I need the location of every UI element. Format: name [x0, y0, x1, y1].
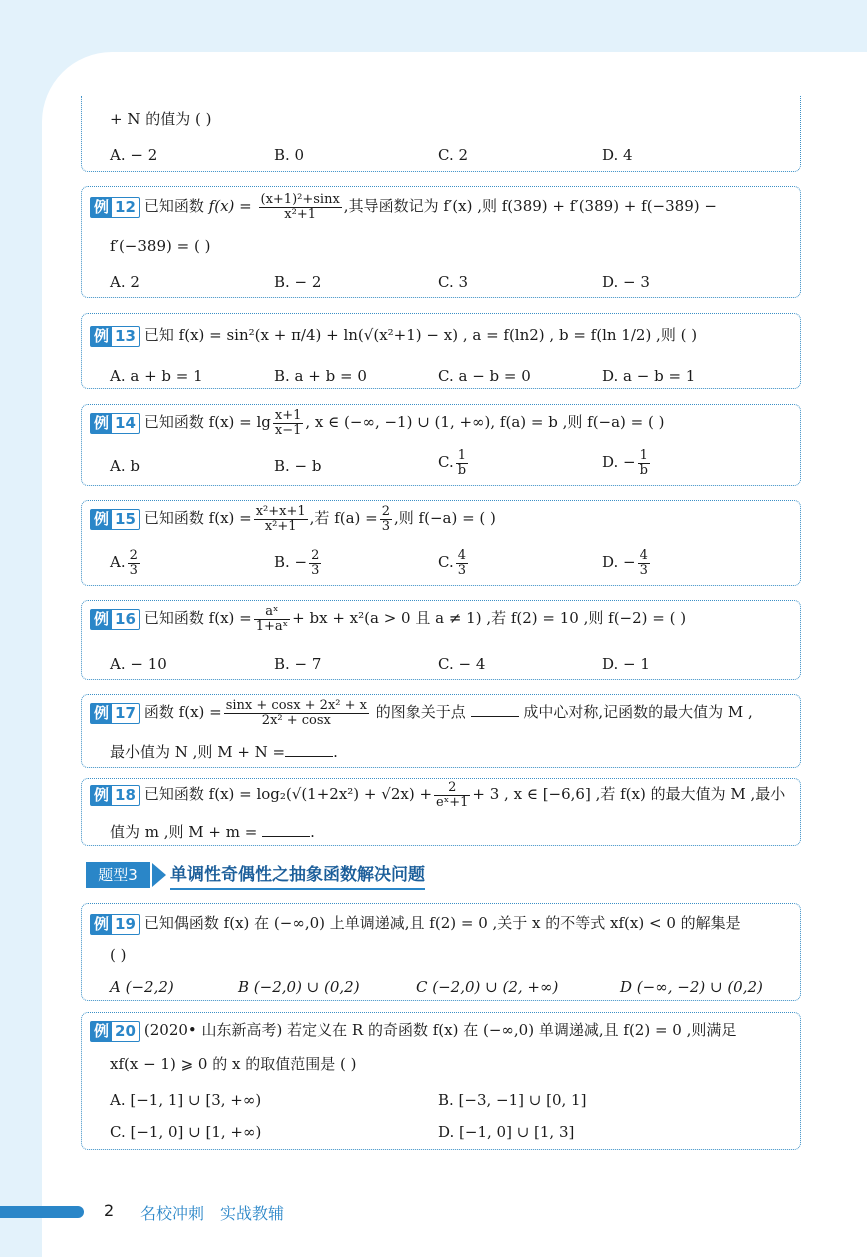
- example-tag: 例 15: [90, 509, 140, 530]
- example-tag: 例 17: [90, 703, 140, 724]
- option-a: A. 2: [110, 273, 140, 291]
- question-box-19: [81, 903, 801, 1001]
- fraction: $\frac{2}{\text{eˣ+1}}$: [436, 780, 469, 810]
- option-c: C. a − b = 0: [438, 367, 531, 385]
- question-text-line2: 值为 m ,则 M + m = .: [110, 823, 315, 841]
- question-box-14: 例 14 已知函数 f(x) = lg $\frac{x+1}{x-1}$ , x ∈ (−∞, −1) ∪ (1, +∞), f(a) = b ,则 f(−a) = ( ) A. b B. − b C. $\frac{1}{b}$ D. − $\frac{1}{b}$: [81, 404, 801, 486]
- question-text: 已知函数 f(x) = lg: [143, 413, 271, 432]
- option-d: D. 4: [602, 146, 633, 164]
- question-text: 已知函数 f(x) =: [143, 509, 252, 528]
- option-c: C. 2: [438, 146, 469, 164]
- option-d: D. [−1, 0] ∪ [1, 3]: [438, 1123, 575, 1141]
- question-text-line2: 最小值为 N ,则 M + N = .: [110, 743, 338, 761]
- option-d: D. − 3: [602, 273, 650, 291]
- option-b: B. [−3, −1] ∪ [0, 1]: [438, 1091, 587, 1109]
- option-a: A. $\frac{2}{3}$: [110, 548, 138, 578]
- option-a: A. b: [110, 457, 140, 475]
- fraction: $\frac{\text{aˣ}}{\text{1+aˣ}}$: [255, 604, 289, 634]
- option-d: D (−∞, −2) ∪ (0,2): [620, 978, 763, 996]
- question-text: 函数 f(x) =: [143, 703, 222, 722]
- footer-text: 名校冲刺 实战教辅: [140, 1204, 285, 1223]
- question-text: 已知函数 f(x) = log₂(√(1+2x²) + √2x) +: [143, 785, 433, 804]
- option-c: C. $\frac{1}{b}$: [438, 448, 467, 478]
- option-b: B. − $\frac{2}{3}$: [274, 548, 320, 578]
- option-b: B (−2,0) ∪ (0,2): [238, 978, 360, 996]
- example-tag: 例 14: [90, 413, 140, 434]
- fraction: $\frac{x+1}{x-1}$: [274, 408, 302, 438]
- example-tag: 例 19: [90, 914, 140, 935]
- question-box-11-tail: [81, 96, 801, 172]
- example-tag: 例 12: [90, 197, 140, 218]
- question-box-18: 例 18 已知函数 f(x) = log₂(√(1+2x²) + √2x) + $\frac{2}{\text{eˣ+1}}$ + 3 , x ∈ [−6,6] ,若 f(x) 的最大值为 M ,最小 值为 m ,则 M + m = .: [81, 778, 801, 846]
- question-text: + N 的值为 ( ): [110, 110, 212, 128]
- footer-bar: [0, 1206, 84, 1218]
- question-text-line2: xf(x − 1) ⩾ 0 的 x 的取值范围是 ( ): [110, 1055, 357, 1073]
- example-tag: 例 18: [90, 785, 140, 806]
- question-box-13: [81, 313, 801, 389]
- option-b: B. a + b = 0: [274, 367, 367, 385]
- question-text: 已知函数: [143, 197, 209, 216]
- option-c: C (−2,0) ∪ (2, +∞): [416, 978, 559, 996]
- arrow-right-icon: [152, 863, 166, 887]
- option-d: D. − $\frac{4}{3}$: [602, 548, 648, 578]
- option-a: A. − 10: [110, 655, 167, 673]
- option-a: A. a + b = 1: [110, 367, 203, 385]
- question-box-15: 例 15 已知函数 f(x) = $\frac{\text{x²+x+1}}{\text{x²+1}}$ ,若 f(a) = $\frac{2}{3}$ ,则 f(−a) = ( ) A. $\frac{2}{3}$ B. − $\frac{2}{3}$ C. $\frac{4}{3}$ D. − $\frac{4}{3}$: [81, 500, 801, 586]
- option-c: C. 3: [438, 273, 469, 291]
- fraction: $\frac{\text{x²+x+1}}{\text{x²+1}}$: [255, 504, 306, 534]
- answer-blank[interactable]: [285, 741, 333, 757]
- option-b: B. − b: [274, 457, 322, 475]
- option-c: C. $\frac{4}{3}$: [438, 548, 466, 578]
- question-text-line2: f′(−389) = ( ): [110, 237, 211, 255]
- option-a: A. − 2: [110, 146, 158, 164]
- example-tag: 例 13: [90, 326, 140, 347]
- option-a: A (−2,2): [110, 978, 174, 996]
- fraction: $\frac{\text{sinx + cosx + 2x² + x}}{\text{2x² + cosx}}$: [225, 698, 367, 728]
- option-d: D. − $\frac{1}{b}$: [602, 448, 648, 478]
- example-tag: 例 16: [90, 609, 140, 630]
- question-text: (2020• 山东新高考) 若定义在 R 的奇函数 f(x) 在 (−∞,0) 单调递减,且 f(2) = 0 ,则满足: [143, 1021, 737, 1039]
- option-b: B. − 2: [274, 273, 322, 291]
- fraction: $\frac{\text{(x+1)²+sinx}}{\text{x²+1}}$: [260, 192, 340, 222]
- question-text-line2: ( ): [110, 946, 127, 964]
- option-c: C. − 4: [438, 655, 486, 673]
- question-box-17: 例 17 函数 f(x) = $\frac{\text{sinx + cosx + 2x² + x}}{\text{2x² + cosx}}$ 的图象关于点 成中心对称,记函数的最大值为 M , 最小值为 N ,则 M + N = .: [81, 694, 801, 768]
- page-number: 2: [104, 1201, 115, 1220]
- option-b: B. 0: [274, 146, 305, 164]
- option-d: D. a − b = 1: [602, 367, 696, 385]
- answer-blank[interactable]: [262, 821, 310, 837]
- answer-blank[interactable]: [471, 701, 519, 717]
- question-box-16: 例 16 已知函数 f(x) = $\frac{\text{aˣ}}{\text{1+aˣ}}$ + bx + x²(a > 0 且 a ≠ 1) ,若 f(2) = 10 ,则 f(−2) = ( ) A. − 10 B. − 7 C. − 4 D. − 1: [81, 600, 801, 680]
- option-b: B. − 7: [274, 655, 322, 673]
- option-a: A. [−1, 1] ∪ [3, +∞): [110, 1091, 262, 1109]
- question-box-20: [81, 1012, 801, 1150]
- option-d: D. − 1: [602, 655, 650, 673]
- question-text: 已知函数 f(x) =: [143, 609, 252, 628]
- question-box-12: 例 12 已知函数 f(x) = $\frac{\text{(x+1)²+sinx}}{\text{x²+1}}$ ,其导函数记为 f′(x) ,则 f(389) + f′(389) + f(−389) − f′(−389) = ( ) A. 2 B. − 2 C. 3 D. − 3: [81, 186, 801, 298]
- question-text: 已知偶函数 f(x) 在 (−∞,0) 上单调递减,且 f(2) = 0 ,关于 x 的不等式 xf(x) < 0 的解集是: [143, 914, 741, 932]
- example-tag: 例 20: [90, 1021, 140, 1042]
- type-badge: 题型3: [86, 862, 150, 888]
- option-c: C. [−1, 0] ∪ [1, +∞): [110, 1123, 262, 1141]
- section-title: 单调性奇偶性之抽象函数解决问题: [170, 862, 425, 890]
- question-text: 已知 f(x) = sin²(x + π/4) + ln(√(x²+1) − x) , a = f(ln2) , b = f(ln 1/2) ,则 ( ): [143, 326, 698, 344]
